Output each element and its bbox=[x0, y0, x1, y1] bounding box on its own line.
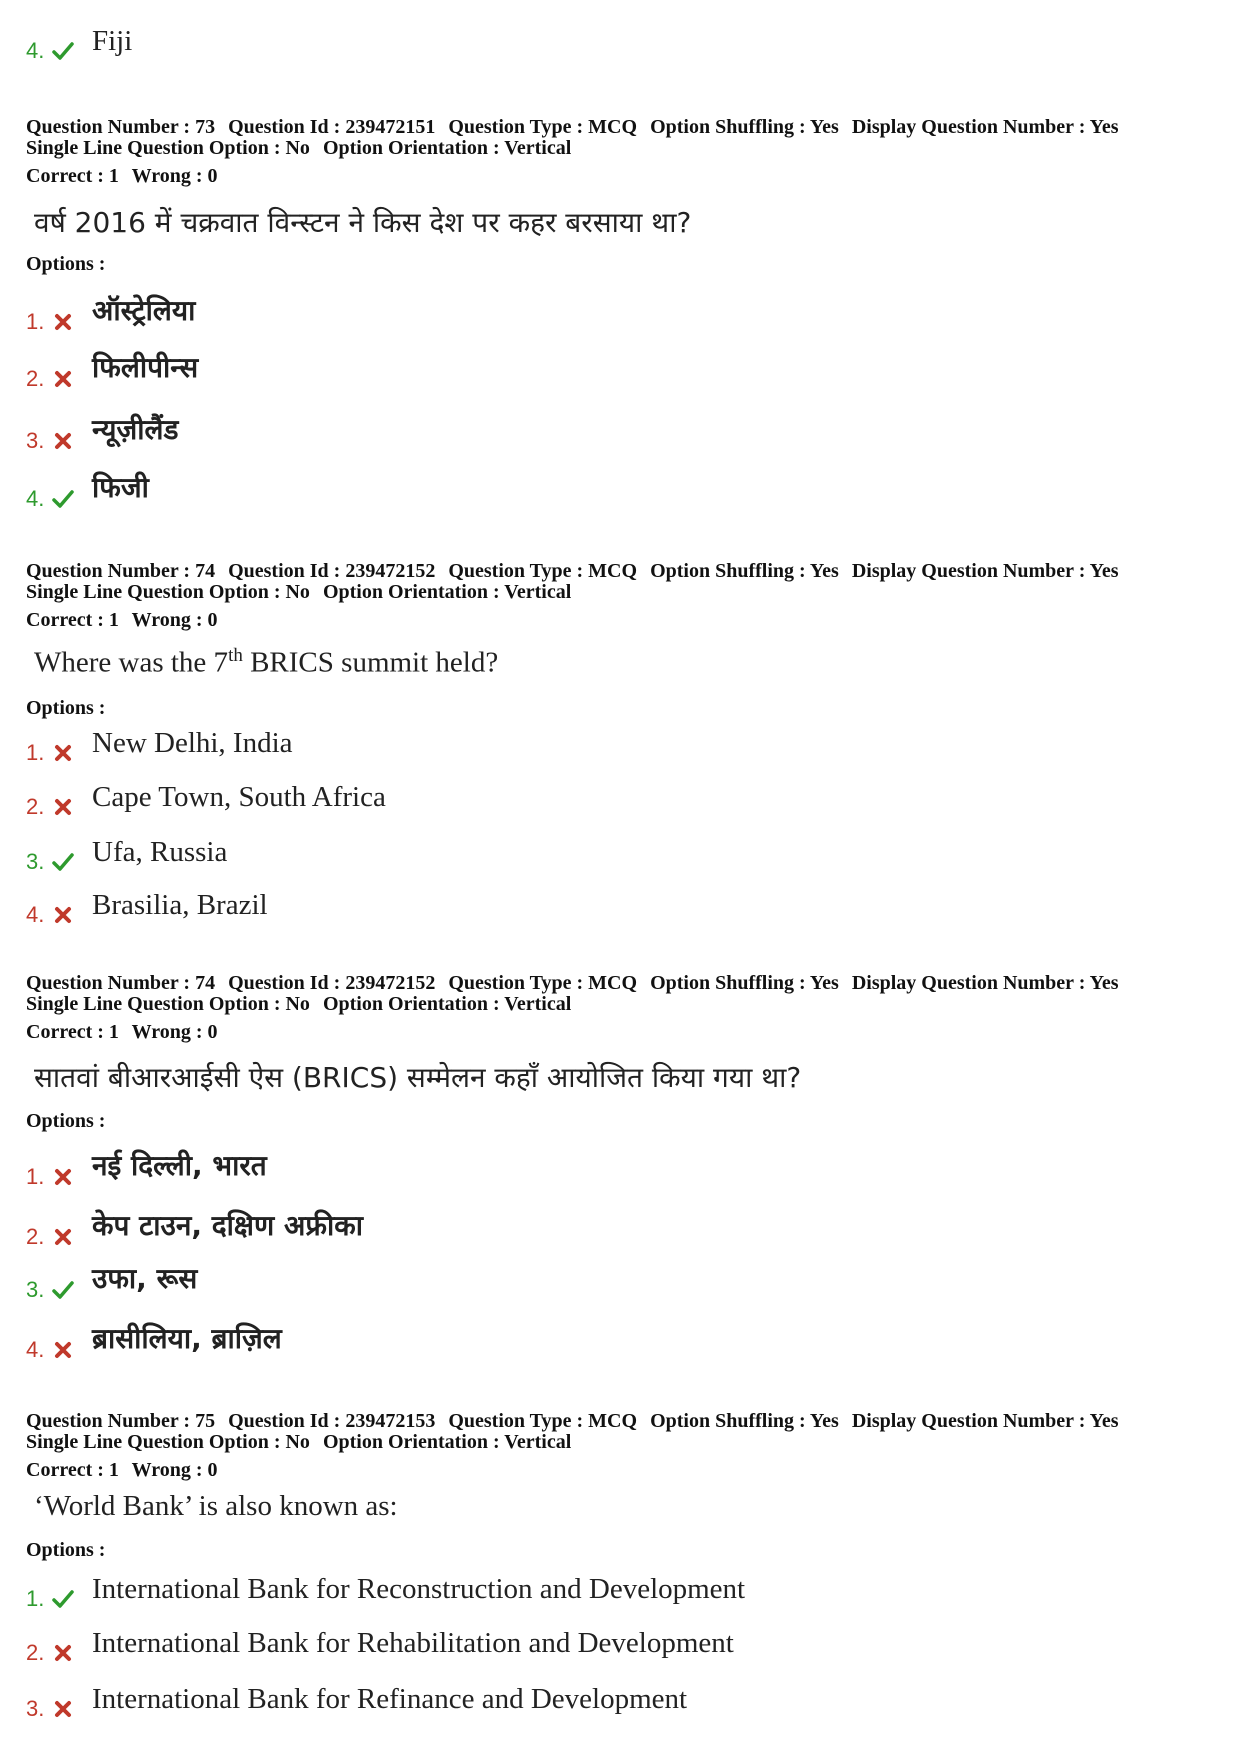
option-number: 2. bbox=[26, 366, 45, 391]
marks-line bbox=[26, 166, 1127, 187]
check-icon bbox=[52, 488, 74, 510]
option-number: 1. bbox=[26, 309, 45, 334]
option-text: न्यूज़ीलैंड bbox=[92, 413, 179, 446]
display-question-number: Display Question Number : Yes bbox=[851, 560, 1119, 582]
marks-line bbox=[26, 1460, 1127, 1481]
single-line-option: Single Line Question Option : No bbox=[26, 581, 310, 603]
cross-icon bbox=[52, 430, 74, 452]
option-number: 2. bbox=[26, 1224, 45, 1249]
superscript: th bbox=[228, 645, 243, 666]
option-shuffling: Option Shuffling : Yes bbox=[650, 560, 839, 582]
single-line-option: Single Line Question Option : No bbox=[26, 993, 310, 1015]
question-id: Question Id : 239472152 bbox=[228, 560, 436, 582]
cross-icon bbox=[52, 311, 74, 333]
question-id: Question Id : 239472152 bbox=[228, 972, 436, 994]
cross-icon bbox=[52, 1642, 74, 1664]
option-text: केप टाउन, दक्षिण अफ्रीका bbox=[92, 1209, 363, 1242]
option-number: 3. bbox=[26, 849, 45, 874]
option-number: 4. bbox=[26, 486, 45, 511]
correct-marks: Correct : 1 bbox=[26, 609, 119, 631]
question-text-part: BRICS summit held? bbox=[242, 646, 499, 679]
option-number: 4. bbox=[26, 38, 45, 63]
display-question-number: Display Question Number : Yes bbox=[851, 972, 1119, 994]
option-text: Cape Town, South Africa bbox=[92, 781, 386, 813]
wrong-marks: Wrong : 0 bbox=[131, 1021, 218, 1043]
question-meta bbox=[26, 973, 1127, 1043]
cross-icon bbox=[52, 1226, 74, 1248]
option-orientation: Option Orientation : Vertical bbox=[322, 581, 572, 603]
option-orientation: Option Orientation : Vertical bbox=[322, 993, 572, 1015]
question-number: Question Number : 75 bbox=[26, 1410, 216, 1432]
question-number: Question Number : 73 bbox=[26, 116, 216, 138]
marks-line bbox=[26, 1022, 1127, 1043]
correct-marks: Correct : 1 bbox=[26, 1021, 119, 1043]
option-shuffling: Option Shuffling : Yes bbox=[650, 116, 839, 138]
cross-icon bbox=[52, 796, 74, 818]
option-number: 1. bbox=[26, 740, 45, 765]
check-icon bbox=[52, 851, 74, 873]
option-text: International Bank for Refinance and Development bbox=[92, 1683, 688, 1715]
correct-marks: Correct : 1 bbox=[26, 1459, 119, 1481]
question-text-part: Where was the 7 bbox=[34, 646, 229, 679]
check-icon bbox=[52, 1588, 74, 1610]
option-number: 2. bbox=[26, 794, 45, 819]
question-type: Question Type : MCQ bbox=[448, 116, 638, 138]
option-number: 3. bbox=[26, 428, 45, 453]
check-icon bbox=[52, 1279, 74, 1301]
option-number: 3. bbox=[26, 1277, 45, 1302]
cross-icon bbox=[52, 742, 74, 764]
options-label: Options : bbox=[26, 697, 106, 719]
option-text: Brasilia, Brazil bbox=[92, 889, 268, 921]
option-text: फिलीपीन्स bbox=[92, 351, 199, 384]
question-text: वर्ष 2016 में चक्रवात विन्स्टन ने किस देश पर कहर बरसाया था? bbox=[34, 206, 692, 239]
cross-icon bbox=[52, 1339, 74, 1361]
option-text: International Bank for Reconstruction and Development bbox=[92, 1573, 746, 1605]
correct-marks: Correct : 1 bbox=[26, 165, 119, 187]
cross-icon bbox=[52, 1698, 74, 1720]
question-number: Question Number : 74 bbox=[26, 560, 216, 582]
meta-line-1 bbox=[26, 973, 1127, 994]
option-text: International Bank for Rehabilitation and Development bbox=[92, 1627, 734, 1659]
option-number: 4. bbox=[26, 902, 45, 927]
question-meta bbox=[26, 561, 1127, 631]
question-type: Question Type : MCQ bbox=[448, 972, 638, 994]
check-icon bbox=[52, 40, 74, 62]
options-label: Options : bbox=[26, 253, 106, 275]
meta-line-2 bbox=[26, 582, 1127, 603]
options-label: Options : bbox=[26, 1110, 106, 1132]
meta-line-1 bbox=[26, 1411, 1127, 1432]
meta-line-2 bbox=[26, 138, 1127, 159]
display-question-number: Display Question Number : Yes bbox=[851, 1410, 1119, 1432]
cross-icon bbox=[52, 1166, 74, 1188]
marks-line bbox=[26, 610, 1127, 631]
meta-line-1 bbox=[26, 117, 1127, 138]
question-number: Question Number : 74 bbox=[26, 972, 216, 994]
meta-line-1 bbox=[26, 561, 1127, 582]
wrong-marks: Wrong : 0 bbox=[131, 1459, 218, 1481]
question-text: ‘World Bank’ is also known as: bbox=[34, 1490, 398, 1522]
option-shuffling: Option Shuffling : Yes bbox=[650, 972, 839, 994]
options-label: Options : bbox=[26, 1539, 106, 1561]
wrong-marks: Wrong : 0 bbox=[131, 609, 218, 631]
option-number: 4. bbox=[26, 1337, 45, 1362]
meta-line-2 bbox=[26, 1432, 1127, 1453]
display-question-number: Display Question Number : Yes bbox=[851, 116, 1119, 138]
option-orientation: Option Orientation : Vertical bbox=[322, 1431, 572, 1453]
single-line-option: Single Line Question Option : No bbox=[26, 137, 310, 159]
option-text: Ufa, Russia bbox=[92, 836, 228, 868]
question-type: Question Type : MCQ bbox=[448, 560, 638, 582]
question-id: Question Id : 239472153 bbox=[228, 1410, 436, 1432]
cross-icon bbox=[52, 904, 74, 926]
question-meta bbox=[26, 117, 1127, 187]
option-text: नई दिल्ली, भारत bbox=[92, 1149, 267, 1182]
wrong-marks: Wrong : 0 bbox=[131, 165, 218, 187]
option-shuffling: Option Shuffling : Yes bbox=[650, 1410, 839, 1432]
question-type: Question Type : MCQ bbox=[448, 1410, 638, 1432]
option-text: उफा, रूस bbox=[92, 1262, 198, 1295]
option-text: New Delhi, India bbox=[92, 727, 293, 759]
single-line-option: Single Line Question Option : No bbox=[26, 1431, 310, 1453]
option-number: 1. bbox=[26, 1164, 45, 1189]
option-text: फिजी bbox=[92, 471, 149, 504]
question-text: सातवां बीआरआईसी ऐस (BRICS) सम्मेलन कहाँ आयोजित किया गया था? bbox=[34, 1061, 802, 1094]
question-meta bbox=[26, 1411, 1127, 1481]
question-id: Question Id : 239472151 bbox=[228, 116, 436, 138]
option-number: 1. bbox=[26, 1586, 45, 1611]
cross-icon bbox=[52, 368, 74, 390]
meta-line-2 bbox=[26, 994, 1127, 1015]
option-orientation: Option Orientation : Vertical bbox=[322, 137, 572, 159]
option-text: Fiji bbox=[92, 25, 133, 57]
option-number: 3. bbox=[26, 1696, 45, 1721]
option-text: ब्रासीलिया, ब्राज़िल bbox=[92, 1322, 282, 1355]
question-text bbox=[34, 645, 498, 680]
option-number: 2. bbox=[26, 1640, 45, 1665]
option-text: ऑस्ट्रेलिया bbox=[92, 294, 196, 327]
